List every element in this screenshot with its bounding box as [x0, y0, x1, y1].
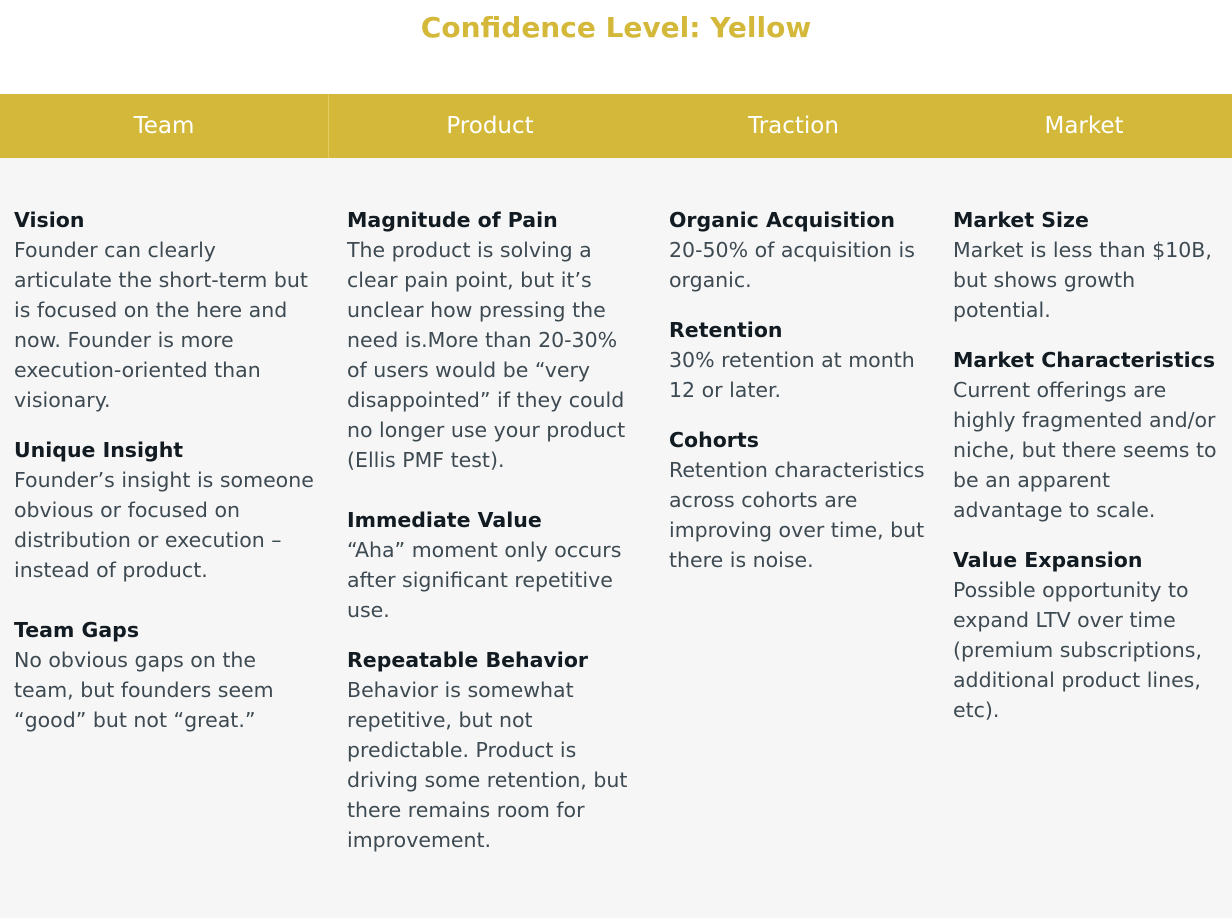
criterion-text: Behavior is somewhat repetitive, but not predictable. Product is driving some retention, but there remains room for improvement.: [347, 678, 628, 852]
criterion-heading: Magnitude of Pain: [347, 208, 558, 232]
criterion-block: [953, 345, 1225, 525]
criterion-heading: Immediate Value: [347, 508, 542, 532]
criterion-block: [14, 615, 316, 735]
criterion-heading: Cohorts: [669, 428, 759, 452]
criterion-heading: Market Characteristics: [953, 348, 1216, 372]
criterion-heading: Team Gaps: [14, 618, 140, 642]
criteria-body: [0, 158, 1232, 918]
criterion-block: [669, 315, 931, 405]
page-title: Confidence Level: Yellow: [420, 11, 812, 44]
criterion-heading: Organic Acquisition: [669, 208, 896, 232]
criterion-heading: Market Size: [953, 208, 1089, 232]
criterion-text: No obvious gaps on the team, but founders seem “good” but not “great.”: [14, 648, 274, 732]
criterion-text: “Aha” moment only occurs after significant repetitive use.: [347, 538, 622, 622]
criterion-text: Founder can clearly articulate the short-term but is focused on the here and now. Founder is more execution-oriented than visionary.: [14, 238, 308, 412]
criterion-heading: Retention: [669, 318, 783, 342]
criterion-heading: Repeatable Behavior: [347, 648, 589, 672]
team-column: [14, 205, 316, 755]
column-header-team: Team: [0, 94, 329, 158]
criterion-text: Current offerings are highly fragmented and/or niche, but there seems to be an apparent advantage to scale.: [953, 378, 1217, 522]
criterion-block: [14, 205, 316, 415]
criterion-text: The product is solving a clear pain point, but it’s unclear how pressing the need is.More than 20-30% of users would be “very disappointed” if they could no longer use your product (Ellis PMF test).: [347, 238, 626, 472]
market-column: [953, 205, 1225, 745]
criterion-block: [669, 205, 931, 295]
criterion-text: Possible opportunity to expand LTV over time (premium subscriptions, additional product lines, etc).: [953, 578, 1202, 722]
column-header-traction: Traction: [748, 113, 839, 139]
criterion-heading: Unique Insight: [14, 438, 184, 462]
criterion-heading: Value Expansion: [953, 548, 1143, 572]
column-header-product: Product: [446, 113, 534, 139]
criterion-text: 20-50% of acquisition is organic.: [669, 238, 915, 292]
traction-column: [669, 205, 931, 595]
criterion-block: [347, 645, 643, 855]
criterion-block: [347, 505, 643, 625]
criterion-block: [953, 545, 1225, 725]
criterion-text: Founder’s insight is someone obvious or focused on distribution or execution – instead of product.: [14, 468, 314, 582]
criterion-block: [14, 435, 316, 585]
criterion-text: 30% retention at month 12 or later.: [669, 348, 915, 402]
criterion-block: [347, 205, 643, 475]
criterion-text: Market is less than $10B, but shows growth potential.: [953, 238, 1212, 322]
column-header-market: Market: [1044, 113, 1124, 139]
criterion-text: Retention characteristics across cohorts are improving over time, but there is noise.: [669, 458, 925, 572]
criterion-heading: Vision: [14, 208, 85, 232]
product-column: [347, 205, 643, 875]
column-header-bar: [0, 94, 1232, 158]
criterion-block: [953, 205, 1225, 325]
criterion-block: [669, 425, 931, 575]
